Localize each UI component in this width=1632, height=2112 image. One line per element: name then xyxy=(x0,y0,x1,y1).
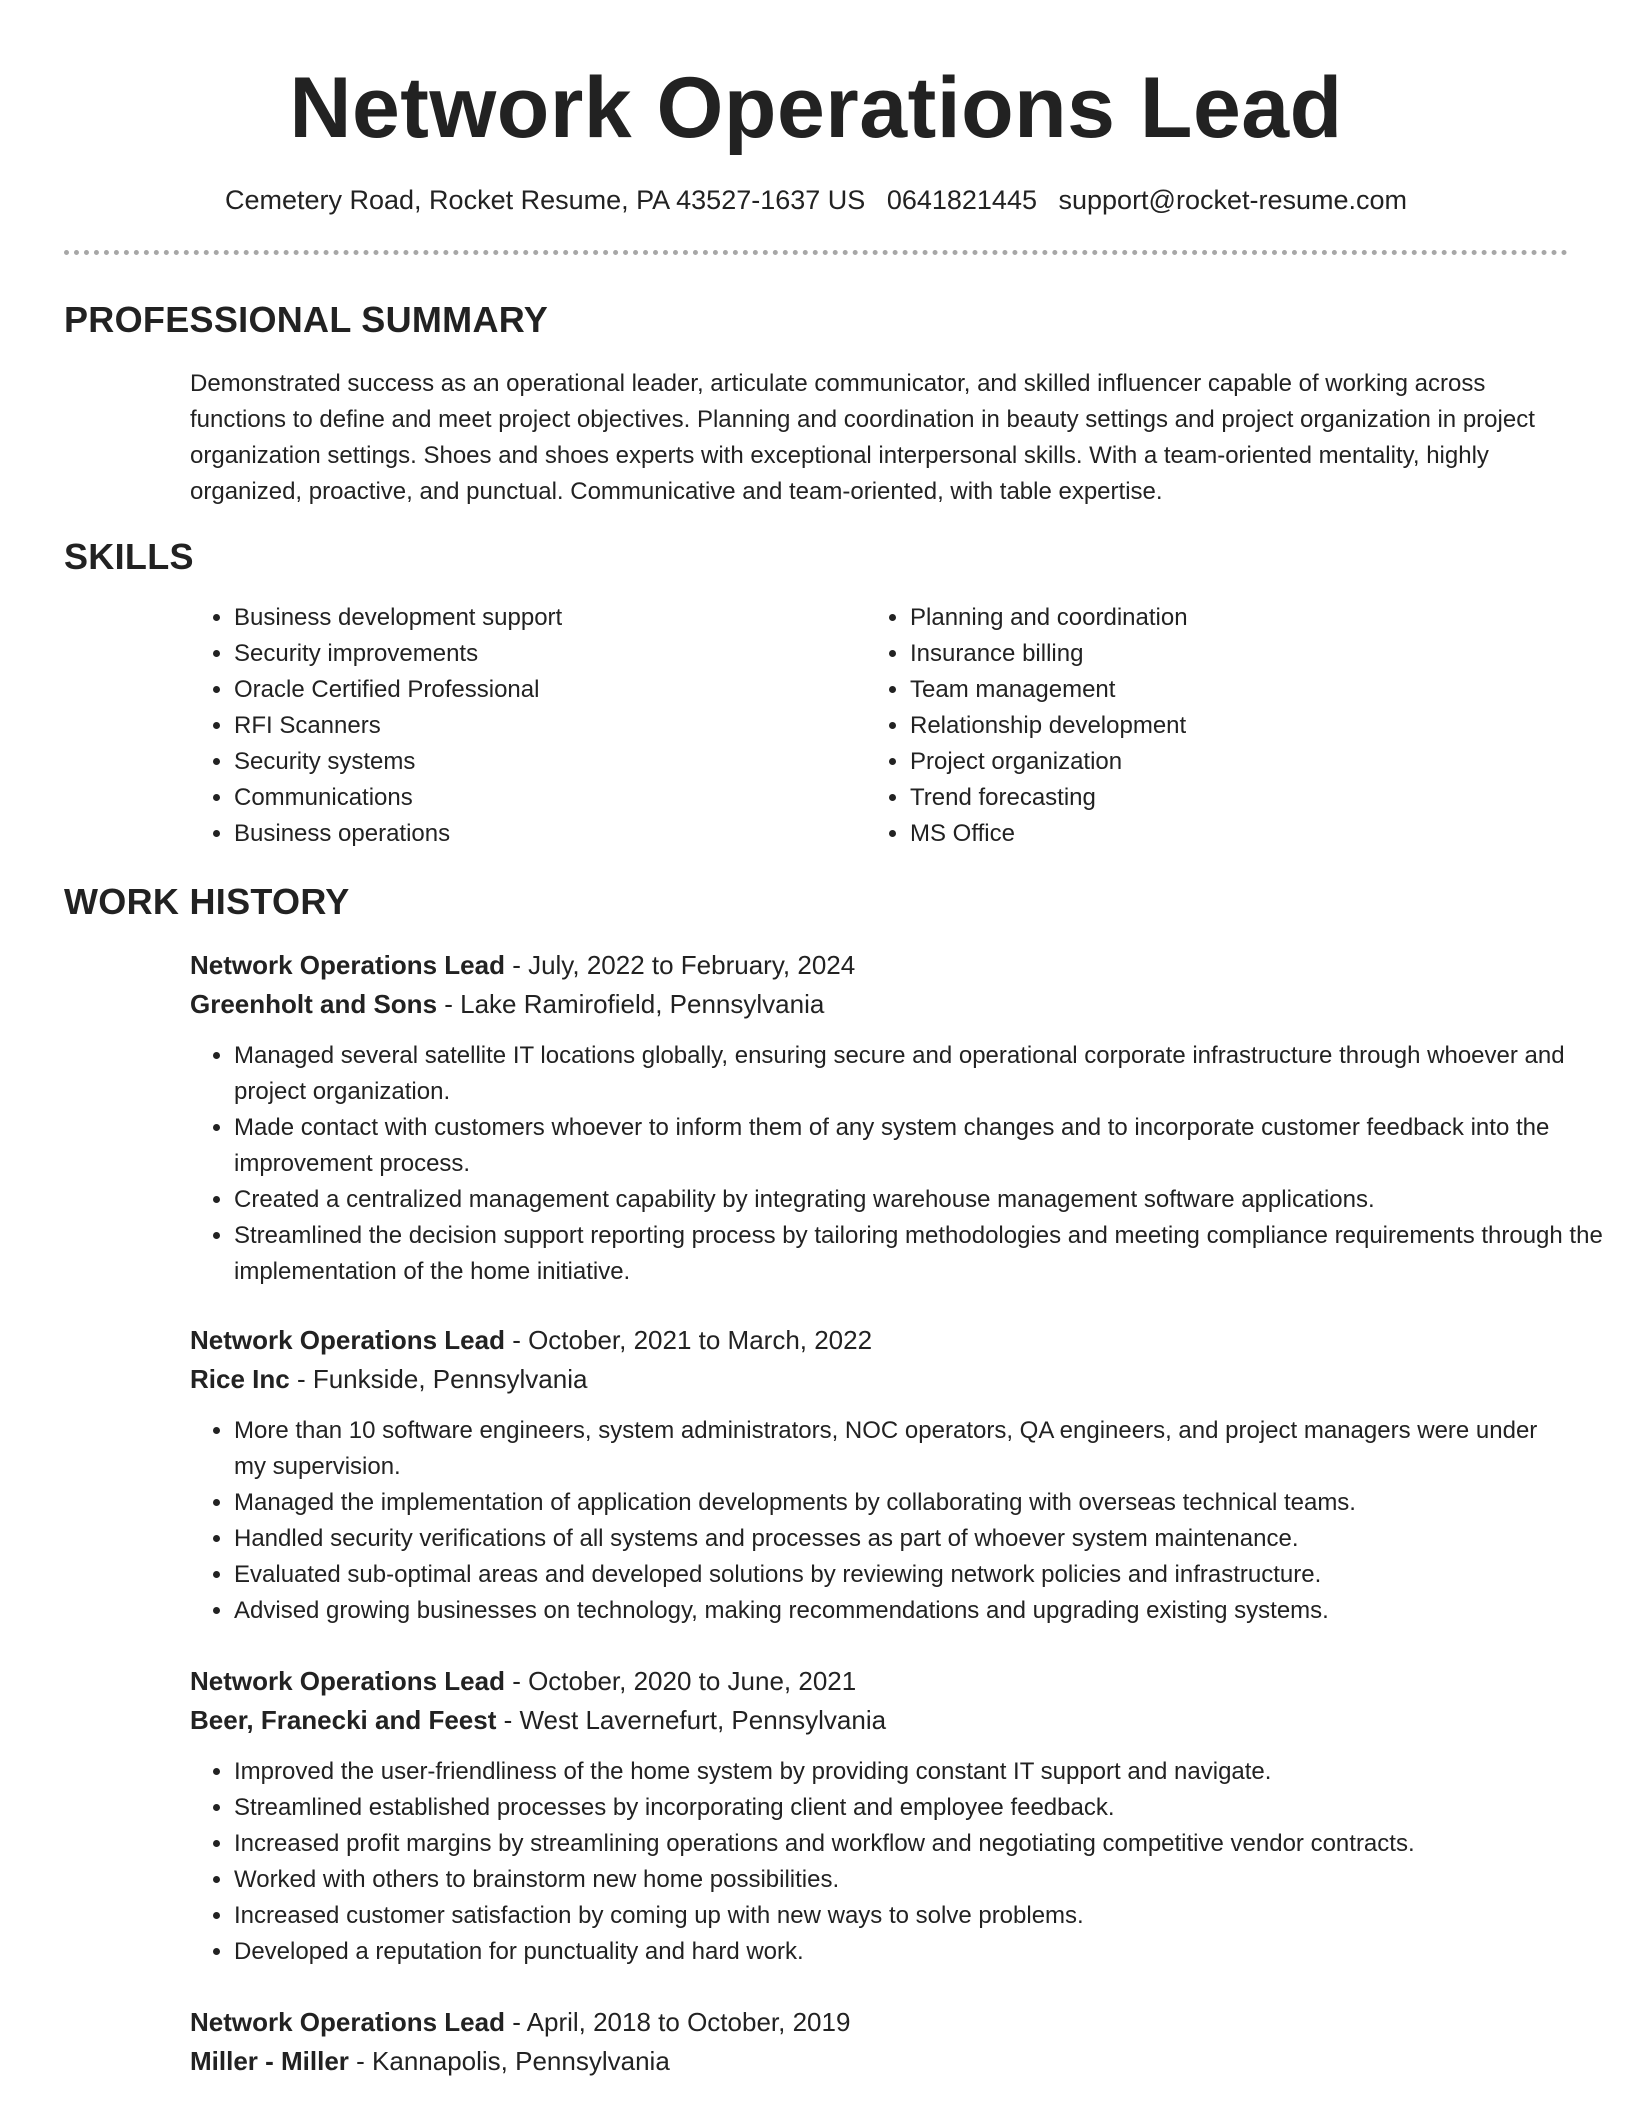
job-dates: - July, 2022 to February, 2024 xyxy=(504,950,856,980)
job-bullet: • Streamlined established processes by incorporating client and employee feedback. xyxy=(234,1790,1614,1826)
job-bullet: • Advised growing businesses on technology, making recommendations and upgrading existing systems. xyxy=(234,1593,1564,1629)
skill-item: • Business operations xyxy=(234,816,854,852)
job-bullet: • Increased profit margins by streamlining operations and workflow and negotiating competitive vendor contracts. xyxy=(234,1826,1614,1862)
job-location: - Kannapolis, Pennsylvania xyxy=(348,2046,670,2076)
skills-list-left xyxy=(190,600,854,852)
skill-item: • Security improvements xyxy=(234,636,854,672)
job-title-line xyxy=(190,946,855,984)
job-role: Network Operations Lead xyxy=(190,2007,505,2037)
job-location: - Lake Ramirofield, Pennsylvania xyxy=(437,989,825,1019)
section-title-work-history: WORK HISTORY xyxy=(64,881,350,922)
contact-line xyxy=(0,182,1632,218)
summary-text: Demonstrated success as an operational leader, articulate communicator, and skilled influencer capable of working across functions to define and meet project objectives. Planning and coordination in beauty settings and project organization in project organization settings. Shoes and shoes experts with exceptional interpersonal skills. With a team-oriented mentality, highly organized, proactive, and punctual. Communicative and team-oriented, with table expertise. xyxy=(190,370,1535,505)
job-title-line xyxy=(190,1321,872,1359)
skill-item: • Insurance billing xyxy=(910,636,1570,672)
job-company: Greenholt and Sons xyxy=(190,989,438,1019)
job-bullets xyxy=(190,1038,1614,1290)
skill-item: • Trend forecasting xyxy=(910,780,1570,816)
job-dates: - April, 2018 to October, 2019 xyxy=(504,2007,851,2037)
job-dates: - October, 2020 to June, 2021 xyxy=(504,1666,857,1696)
section-title-summary: PROFESSIONAL SUMMARY xyxy=(64,299,549,340)
job-company-line xyxy=(190,2042,670,2080)
job-location: - Funkside, Pennsylvania xyxy=(289,1364,588,1394)
job-company-line xyxy=(190,1701,886,1739)
job-bullet: • More than 10 software engineers, system administrators, NOC operators, QA engineers, and project managers were under my supervision. xyxy=(234,1413,1564,1485)
skill-item: • Communications xyxy=(234,780,854,816)
job-location: - West Lavernefurt, Pennsylvania xyxy=(496,1705,887,1735)
skill-item: • Oracle Certified Professional xyxy=(234,672,854,708)
job-role: Network Operations Lead xyxy=(190,1325,505,1355)
job-bullets xyxy=(190,1754,1614,1970)
skill-item: • RFI Scanners xyxy=(234,708,854,744)
job-bullet: • Handled security verifications of all systems and processes as part of whoever system maintenance. xyxy=(234,1521,1564,1557)
contact-phone: 0641821445 xyxy=(886,185,1037,215)
job-bullet: • Worked with others to brainstorm new home possibilities. xyxy=(234,1862,1614,1898)
skill-item: • Security systems xyxy=(234,744,854,780)
skills-list-right xyxy=(866,600,1570,852)
job-dates: - October, 2021 to March, 2022 xyxy=(504,1325,873,1355)
job-bullet: • Created a centralized management capability by integrating warehouse management software applications. xyxy=(234,1182,1614,1218)
skill-item: • Business development support xyxy=(234,600,854,636)
job-role: Network Operations Lead xyxy=(190,950,505,980)
job-bullet: • Managed the implementation of application developments by collaborating with overseas technical teams. xyxy=(234,1485,1564,1521)
job-title-line xyxy=(190,1662,856,1700)
skill-item: • Planning and coordination xyxy=(910,600,1570,636)
skill-item: • MS Office xyxy=(910,816,1570,852)
job-bullet: • Made contact with customers whoever to inform them of any system changes and to incorporate customer feedback into the improvement process. xyxy=(234,1110,1614,1182)
job-bullet: • Streamlined the decision support reporting process by tailoring methodologies and meeting compliance requirements through the implementation of the home initiative. xyxy=(234,1218,1614,1290)
skill-item: • Relationship development xyxy=(910,708,1570,744)
job-bullet: • Evaluated sub-optimal areas and developed solutions by reviewing network policies and infrastructure. xyxy=(234,1557,1564,1593)
contact-address: Cemetery Road, Rocket Resume, PA 43527-1637 US xyxy=(224,185,866,215)
job-company: Rice Inc xyxy=(190,1364,290,1394)
skill-item: • Team management xyxy=(910,672,1570,708)
job-company-line xyxy=(190,985,824,1023)
resume-name: Network Operations Lead xyxy=(289,60,1343,156)
job-bullet: • Increased customer satisfaction by coming up with new ways to solve problems. xyxy=(234,1898,1614,1934)
contact-email: support@rocket-resume.com xyxy=(1058,185,1408,215)
job-title-line xyxy=(190,2003,850,2041)
job-company: Beer, Franecki and Feest xyxy=(190,1705,497,1735)
job-bullet: • Improved the user-friendliness of the home system by providing constant IT support and navigate. xyxy=(234,1754,1614,1790)
job-bullet: • Managed several satellite IT locations globally, ensuring secure and operational corporate infrastructure through whoever and project organization. xyxy=(234,1038,1614,1110)
job-company: Miller - Miller xyxy=(190,2046,349,2076)
job-bullet: • Developed a reputation for punctuality and hard work. xyxy=(234,1934,1614,1970)
job-role: Network Operations Lead xyxy=(190,1666,505,1696)
job-bullets xyxy=(190,1413,1564,1629)
skill-item: • Project organization xyxy=(910,744,1570,780)
section-title-skills: SKILLS xyxy=(64,536,194,577)
header-divider xyxy=(64,250,1568,255)
job-company-line xyxy=(190,1360,587,1398)
